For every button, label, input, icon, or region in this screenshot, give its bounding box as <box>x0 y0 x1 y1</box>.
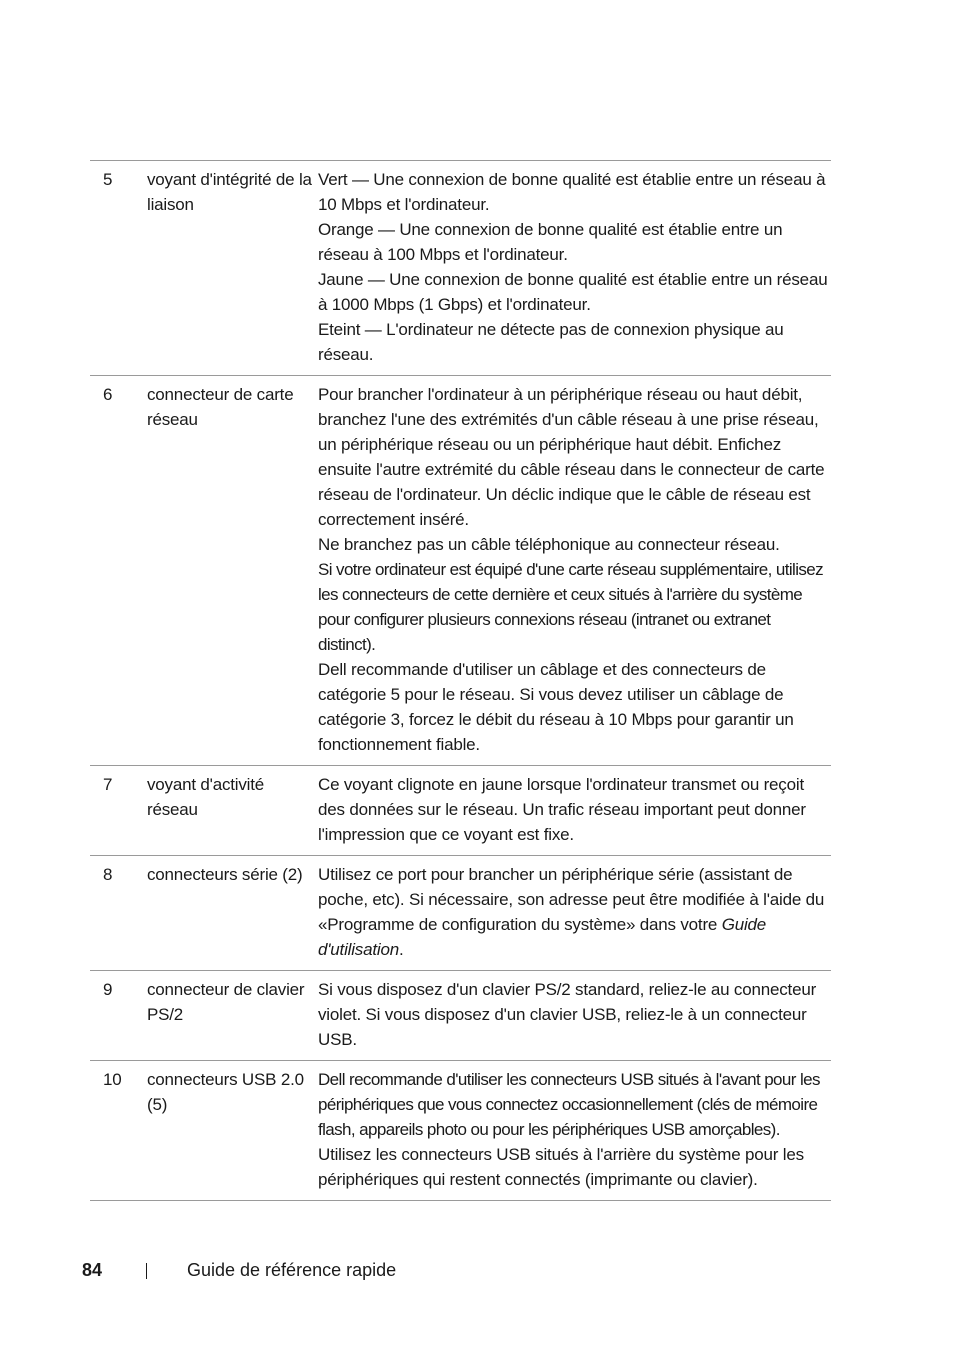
table-row <box>90 161 831 376</box>
description-paragraph: Eteint — L'ordinateur ne détecte pas de connexion physique au réseau. <box>318 320 784 364</box>
table-row <box>90 766 831 856</box>
guide-title-italic: Guide d'utilisation <box>318 915 767 959</box>
item-description <box>318 1067 831 1192</box>
item-description <box>318 772 831 847</box>
description-paragraph: Dell recommande d'utiliser un câblage et des connecteurs de catégorie 5 pour le réseau. Si vous devez utiliser un câblage de catégorie 3, forcez le débit du réseau à 10 Mbps pour garantir un fonctionnement fiable. <box>318 660 794 754</box>
item-description <box>318 167 831 367</box>
item-description <box>318 977 831 1052</box>
description-paragraph: Vert — Une connexion de bonne qualité est établie entre un réseau à 10 Mbps et l'ordinateur. <box>318 170 826 214</box>
table-row <box>90 971 831 1061</box>
footer-title: Guide de référence rapide <box>187 1260 397 1280</box>
item-number: 6 <box>103 385 113 404</box>
description-paragraph: Dell recommande d'utiliser les connecteurs USB situés à l'avant pour les périphériques que vous connectez occasionnellement (clés de mémoire flash, appareils photo ou pour les périphériques USB amorçables). <box>318 1070 820 1139</box>
item-name: connecteurs USB 2.0 (5) <box>147 1070 304 1114</box>
item-description <box>318 382 831 757</box>
description-paragraph: Ne branchez pas un câble téléphonique au connecteur réseau. <box>318 535 780 554</box>
description-paragraph: Jaune — Une connexion de bonne qualité est établie entre un réseau à 1000 Mbps (1 Gbps) et l'ordinateur. <box>318 270 828 314</box>
item-number: 7 <box>103 775 113 794</box>
page-number: 84 <box>82 1260 103 1280</box>
description-paragraph: Orange — Une connexion de bonne qualité est établie entre un réseau à 100 Mbps et l'ordinateur. <box>318 220 783 264</box>
table-row <box>90 856 831 971</box>
description-paragraph: Pour brancher l'ordinateur à un périphérique réseau ou haut débit, branchez l'une des extrémités d'un câble réseau à une prise réseau, un périphérique réseau ou un périphérique haut débit. Enfichez ensuite l'autre extrémité du câble réseau dans le connecteur de carte réseau de l'ordinateur. Un déclic indique que le câble de réseau est correctement inséré. <box>318 385 825 529</box>
footer-divider <box>146 1263 147 1279</box>
item-number: 9 <box>103 980 113 999</box>
description-paragraph <box>318 862 831 962</box>
item-number: 10 <box>103 1070 122 1089</box>
item-number: 8 <box>103 865 113 884</box>
description-paragraph: Si votre ordinateur est équipé d'une carte réseau supplémentaire, utilisez les connecteurs de cette dernière et ceux situés à l'arrière du système pour configurer plusieurs connexions réseau (intranet ou extranet distinct). <box>318 560 824 654</box>
item-name: connecteurs série (2) <box>147 865 303 884</box>
item-number: 5 <box>103 170 113 189</box>
item-name: connecteur de clavier PS/2 <box>147 980 305 1024</box>
item-name: voyant d'activité réseau <box>147 775 265 819</box>
page-footer <box>0 1256 954 1284</box>
item-name: connecteur de carte réseau <box>147 385 294 429</box>
table-row <box>90 376 831 766</box>
description-text: Utilisez ce port pour brancher un périphérique série (assistant de poche, etc). Si nécessaire, son adresse peut être modifiée à l'aide du «Programme de configuration du système» dans votre <box>318 865 825 934</box>
connector-table <box>90 160 831 1201</box>
item-name: voyant d'intégrité de la liaison <box>147 170 312 214</box>
table-row <box>90 1061 831 1201</box>
description-paragraph: Si vous disposez d'un clavier PS/2 standard, reliez-le au connecteur violet. Si vous disposez d'un clavier USB, reliez-le à un connecteur USB. <box>318 980 817 1049</box>
description-paragraph: Utilisez les connecteurs USB situés à l'arrière du système pour les périphériques qui restent connectés (imprimante ou clavier). <box>318 1145 804 1189</box>
description-text: . <box>398 940 404 959</box>
description-paragraph: Ce voyant clignote en jaune lorsque l'ordinateur transmet ou reçoit des données sur le réseau. Un trafic réseau important peut donner l'impression que ce voyant est fixe. <box>318 775 806 844</box>
item-description <box>318 862 831 962</box>
